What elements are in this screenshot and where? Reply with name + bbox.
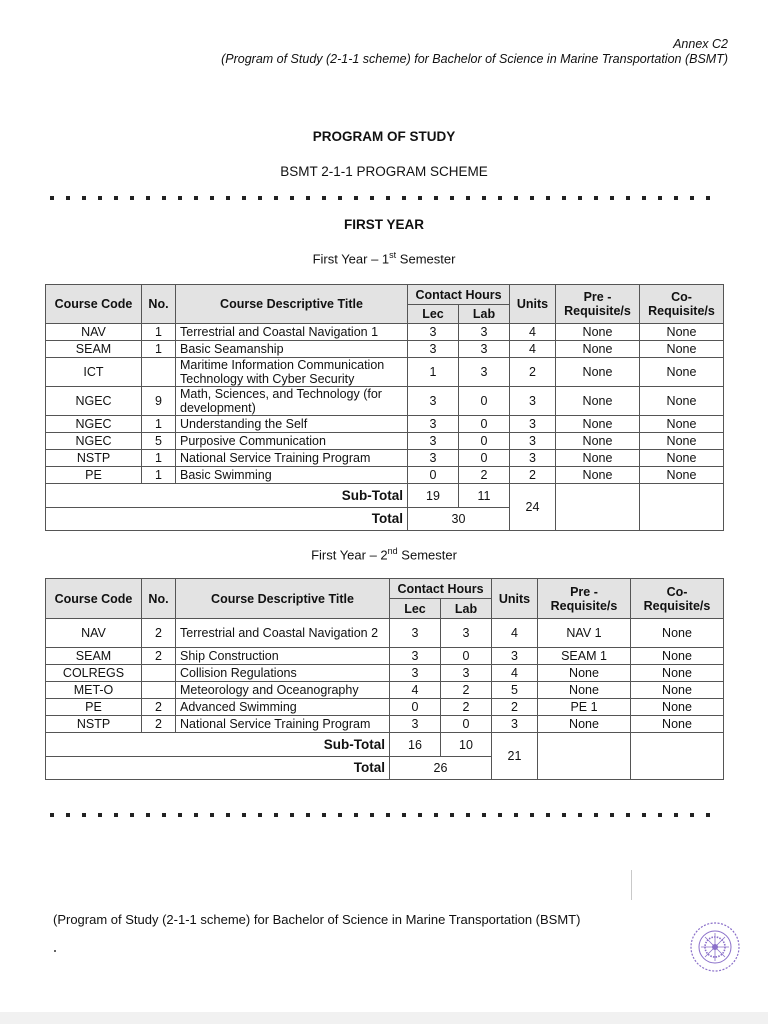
prereq: None	[538, 665, 631, 682]
course-code: PE	[46, 699, 142, 716]
course-no: 2	[142, 716, 176, 733]
course-title: Basic Swimming	[176, 467, 408, 484]
table-row	[46, 699, 724, 716]
prereq: SEAM 1	[538, 648, 631, 665]
units: 3	[492, 716, 538, 733]
col-prereq: Pre - Requisite/s	[556, 285, 640, 324]
lec-hours: 3	[390, 716, 441, 733]
col-coreq: Co- Requisite/s	[631, 579, 724, 619]
dotted-divider-top	[50, 196, 720, 200]
course-title: Understanding the Self	[176, 416, 408, 433]
course-title: National Service Training Program	[176, 716, 390, 733]
course-code: NGEC	[46, 416, 142, 433]
document-title: PROGRAM OF STUDY	[312, 129, 456, 144]
lec-hours: 3	[390, 619, 441, 648]
course-no: 1	[142, 416, 176, 433]
course-no: 2	[142, 619, 176, 648]
coreq: None	[640, 467, 724, 484]
coreq: None	[640, 324, 724, 341]
units: 4	[510, 324, 556, 341]
prereq-empty	[538, 733, 631, 780]
page-footer: (Program of Study (2-1-1 scheme) for Bachelor of Science in Marine Transportation (BSMT)	[53, 912, 581, 927]
course-code: MET-O	[46, 682, 142, 699]
semester-2-table	[45, 578, 724, 780]
units: 4	[492, 619, 538, 648]
units: 4	[510, 341, 556, 358]
col-lec: Lec	[390, 599, 441, 619]
col-course-code: Course Code	[46, 579, 142, 619]
semester-1-heading-sup: st	[389, 250, 397, 260]
prereq: PE 1	[538, 699, 631, 716]
lab-hours: 0	[459, 416, 510, 433]
course-no	[142, 665, 176, 682]
course-code: NSTP	[46, 716, 142, 733]
col-lec: Lec	[408, 305, 459, 324]
official-seal-icon	[688, 920, 742, 974]
course-code: COLREGS	[46, 665, 142, 682]
lec-hours: 0	[408, 467, 459, 484]
course-no: 1	[142, 341, 176, 358]
coreq: None	[631, 665, 724, 682]
prereq: NAV 1	[538, 619, 631, 648]
course-code: ICT	[46, 358, 142, 387]
subtotal-row	[46, 484, 724, 508]
semester-2-heading-suffix: Semester	[397, 547, 457, 563]
stray-dot	[54, 950, 56, 952]
table-row	[46, 467, 724, 484]
units: 2	[510, 467, 556, 484]
table-row	[46, 665, 724, 682]
annex-label: Annex C2	[673, 37, 728, 51]
lab-hours: 2	[441, 682, 492, 699]
table-row	[46, 358, 724, 387]
course-code: PE	[46, 467, 142, 484]
course-code: NGEC	[46, 387, 142, 416]
prereq: None	[556, 416, 640, 433]
dotted-divider-bottom	[50, 813, 720, 817]
lec-hours: 3	[408, 450, 459, 467]
units: 3	[510, 433, 556, 450]
course-no: 1	[142, 324, 176, 341]
lab-hours: 0	[459, 450, 510, 467]
coreq: None	[631, 619, 724, 648]
course-title: Purposive Communication	[176, 433, 408, 450]
table-row	[46, 324, 724, 341]
table-row	[46, 387, 724, 416]
prereq: None	[556, 341, 640, 358]
prereq: None	[556, 358, 640, 387]
col-course-code: Course Code	[46, 285, 142, 324]
lab-hours: 3	[459, 324, 510, 341]
units: 3	[510, 416, 556, 433]
prereq: None	[556, 467, 640, 484]
course-no: 2	[142, 648, 176, 665]
col-units: Units	[510, 285, 556, 324]
prereq: None	[538, 716, 631, 733]
course-no: 5	[142, 433, 176, 450]
subtotal-label: Sub-Total	[46, 733, 390, 757]
course-code: SEAM	[46, 341, 142, 358]
col-title: Course Descriptive Title	[176, 285, 408, 324]
prereq: None	[556, 324, 640, 341]
col-contact-hours: Contact Hours	[390, 579, 492, 599]
col-units: Units	[492, 579, 538, 619]
course-code: NAV	[46, 324, 142, 341]
semester-1-table	[45, 284, 724, 531]
coreq: None	[640, 433, 724, 450]
course-title: Collision Regulations	[176, 665, 390, 682]
course-title: Terrestrial and Coastal Navigation 2	[176, 619, 390, 648]
col-prereq: Pre - Requisite/s	[538, 579, 631, 619]
course-no: 9	[142, 387, 176, 416]
table-row	[46, 716, 724, 733]
lec-hours: 3	[408, 433, 459, 450]
col-title: Course Descriptive Title	[176, 579, 390, 619]
lec-hours: 3	[408, 387, 459, 416]
subtotal-lec: 19	[408, 484, 459, 508]
course-code: NGEC	[46, 433, 142, 450]
semester-2-heading-sup: nd	[387, 546, 398, 556]
page-edge	[0, 1012, 768, 1024]
semester-1-heading	[0, 250, 768, 266]
table-row	[46, 450, 724, 467]
prereq: None	[538, 682, 631, 699]
course-title: Meteorology and Oceanography	[176, 682, 390, 699]
course-title: Math, Sciences, and Technology (for development)	[176, 387, 408, 416]
lab-hours: 0	[459, 387, 510, 416]
total-units: 24	[510, 484, 556, 531]
course-no: 1	[142, 450, 176, 467]
course-no: 2	[142, 699, 176, 716]
course-title: Terrestrial and Coastal Navigation 1	[176, 324, 408, 341]
coreq: None	[640, 387, 724, 416]
col-lab: Lab	[441, 599, 492, 619]
units: 3	[492, 648, 538, 665]
lec-hours: 3	[390, 648, 441, 665]
semester-2-heading-text: First Year – 2	[311, 547, 388, 563]
coreq: None	[640, 416, 724, 433]
col-contact-hours: Contact Hours	[408, 285, 510, 305]
scheme-title: BSMT 2-1-1 PROGRAM SCHEME	[280, 164, 488, 179]
coreq: None	[631, 699, 724, 716]
course-code: SEAM	[46, 648, 142, 665]
units: 4	[492, 665, 538, 682]
col-lab: Lab	[459, 305, 510, 324]
total-hours: 30	[408, 508, 510, 531]
total-label: Total	[46, 508, 408, 531]
subtotal-label: Sub-Total	[46, 484, 408, 508]
subtotal-lec: 16	[390, 733, 441, 757]
prereq: None	[556, 387, 640, 416]
lec-hours: 1	[408, 358, 459, 387]
course-title: Ship Construction	[176, 648, 390, 665]
table-row	[46, 341, 724, 358]
units: 2	[492, 699, 538, 716]
col-coreq: Co- Requisite/s	[640, 285, 724, 324]
semester-1-heading-suffix: Semester	[396, 251, 456, 267]
lab-hours: 3	[459, 358, 510, 387]
lec-hours: 4	[390, 682, 441, 699]
year-heading: FIRST YEAR	[343, 217, 424, 232]
coreq: None	[640, 341, 724, 358]
prereq: None	[556, 433, 640, 450]
lab-hours: 2	[441, 699, 492, 716]
lab-hours: 0	[441, 716, 492, 733]
lab-hours: 3	[459, 341, 510, 358]
subtotal-lab: 10	[441, 733, 492, 757]
units: 2	[510, 358, 556, 387]
table-row	[46, 619, 724, 648]
scan-mark	[631, 870, 632, 900]
subtotal-lab: 11	[459, 484, 510, 508]
course-no	[142, 358, 176, 387]
lab-hours: 0	[459, 433, 510, 450]
course-code: NSTP	[46, 450, 142, 467]
subtotal-row	[46, 733, 724, 757]
table-row	[46, 416, 724, 433]
units: 3	[510, 387, 556, 416]
lec-hours: 3	[408, 324, 459, 341]
lec-hours: 3	[390, 665, 441, 682]
col-no: No.	[142, 285, 176, 324]
lec-hours: 0	[390, 699, 441, 716]
coreq: None	[640, 358, 724, 387]
units: 3	[510, 450, 556, 467]
prereq-empty	[556, 484, 640, 531]
lab-hours: 3	[441, 665, 492, 682]
lec-hours: 3	[408, 341, 459, 358]
coreq: None	[631, 682, 724, 699]
course-no	[142, 682, 176, 699]
coreq: None	[631, 648, 724, 665]
course-title: Basic Seamanship	[176, 341, 408, 358]
semester-2-heading	[0, 546, 768, 562]
table-row	[46, 648, 724, 665]
col-no: No.	[142, 579, 176, 619]
header-subtitle: (Program of Study (2-1-1 scheme) for Bachelor of Science in Marine Transportation (BSMT)	[221, 52, 728, 66]
lec-hours: 3	[408, 416, 459, 433]
total-units: 21	[492, 733, 538, 780]
lab-hours: 3	[441, 619, 492, 648]
total-hours: 26	[390, 757, 492, 780]
lab-hours: 0	[441, 648, 492, 665]
prereq: None	[556, 450, 640, 467]
course-no: 1	[142, 467, 176, 484]
course-code: NAV	[46, 619, 142, 648]
coreq: None	[631, 716, 724, 733]
units: 5	[492, 682, 538, 699]
table-row	[46, 682, 724, 699]
course-title: National Service Training Program	[176, 450, 408, 467]
lab-hours: 2	[459, 467, 510, 484]
table-row	[46, 433, 724, 450]
course-title: Advanced Swimming	[176, 699, 390, 716]
total-label: Total	[46, 757, 390, 780]
course-title: Maritime Information Communication Technology with Cyber Security	[176, 358, 408, 387]
coreq: None	[640, 450, 724, 467]
semester-1-heading-text: First Year – 1	[312, 251, 390, 267]
coreq-empty	[640, 484, 724, 531]
page-header	[221, 37, 728, 67]
coreq-empty	[631, 733, 724, 780]
